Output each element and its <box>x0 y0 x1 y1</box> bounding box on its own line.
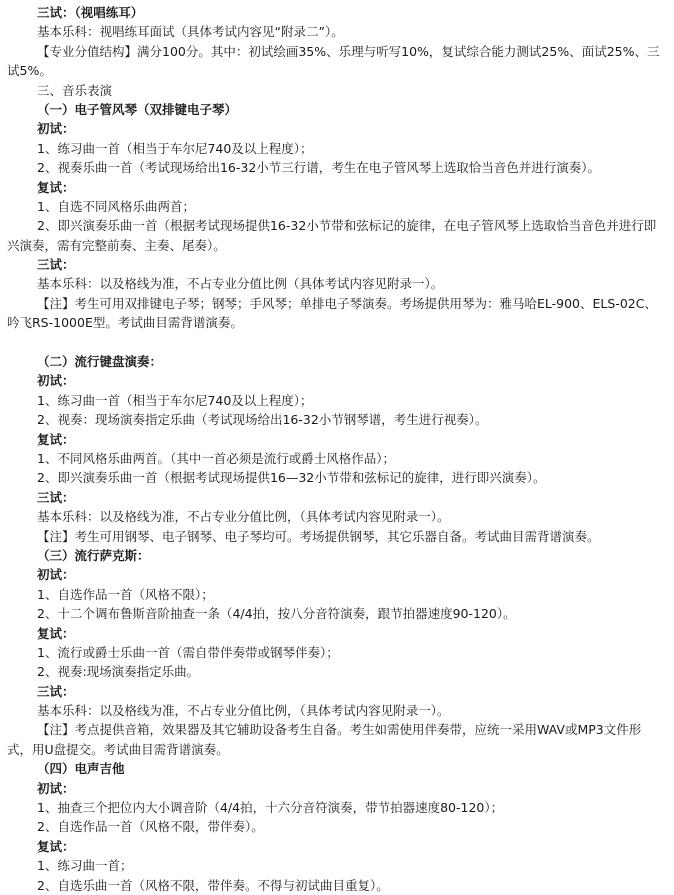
text-line: 2、十二个调布鲁斯音阶抽查一条（4/4拍，按八分音符演奏，跟节拍器速度90-120）。 <box>37 606 516 622</box>
text-line: 1、自选作品一首（风格不限）； <box>37 586 214 602</box>
section-heading: 复试： <box>37 838 75 854</box>
text-line: 【注】考生可用钢琴、电子钢琴、电子琴均可。考场提供钢琴，其它乐器自备。考试曲目需背谱演奏。 <box>37 528 600 544</box>
section-heading: 初试： <box>37 373 75 389</box>
text-line: 【注】考点提供音箱，效果器及其它辅助设备考生自备。考生如需使用伴奏带，应统一采用WAV或MP3文件形 <box>37 722 642 738</box>
section-heading: 三试： <box>37 257 75 273</box>
text-line: 基本乐科：以及格线为准，不占专业分值比例，（具体考试内容见附录一）。 <box>37 509 450 525</box>
section-heading: （四）电声吉他 <box>37 761 125 777</box>
section-heading: 复试： <box>37 431 75 447</box>
section-heading: 三试： <box>37 683 75 699</box>
section-heading: （一）电子管风琴（双排键电子琴） <box>37 101 238 117</box>
section-heading: 复试： <box>37 625 75 641</box>
section-heading: （三）流行萨克斯： <box>37 547 150 563</box>
section-heading: 初试： <box>37 780 75 796</box>
section-heading: （二）流行键盘演奏： <box>37 354 163 370</box>
text-line: 2、视奏:现场演奏指定乐曲。 <box>37 664 200 680</box>
text-line: 试5%。 <box>7 63 52 79</box>
section-heading: 初试： <box>37 121 75 137</box>
text-line: 1、练习曲一首（相当于车尔尼740及以上程度）； <box>37 392 313 408</box>
text-line: 1、练习曲一首； <box>37 858 133 874</box>
text-line: 式，用U盘提交。考试曲目需背谱演奏。 <box>7 741 229 757</box>
blank-line <box>37 333 668 352</box>
text-line: 1、流行或爵士乐曲一首（需自带伴奏带或钢琴伴奏）； <box>37 644 339 660</box>
text-line: 2、视奏乐曲一首（考试现场给出16-32小节三行谱，考生在电子管风琴上选取恰当音色并进行演奏）。 <box>37 160 601 176</box>
text-line: 2、即兴演奏乐曲一首（根据考试现场提供16—32小节带和弦标记的旋律，进行即兴演奏）。 <box>37 470 546 486</box>
text-line: 1、练习曲一首（相当于车尔尼740及以上程度）； <box>37 140 313 156</box>
text-line: 2、即兴演奏乐曲一首（根据考试现场提供16-32小节带和弦标记的旋律，在电子管风琴上选取恰当音色并进行即 <box>37 218 657 234</box>
text-line: 【专业分值结构】满分100分。其中：初试绘画35%、乐理与听写10%，复试综合能力测试25%、面试25%、三 <box>37 43 660 59</box>
text-line: 三、音乐表演 <box>37 82 113 98</box>
text-line: 2、视奏：现场演奏指定乐曲（考试现场给出16-32小节钢琴谱，考生进行视奏）。 <box>37 412 488 428</box>
text-line: 1、抽查三个把位内大小调音阶（4/4拍，十六分音符演奏，带节拍器速度80-120）； <box>37 800 504 816</box>
text-line: 2、自选乐曲一首（风格不限，带伴奏。不得与初试曲目重复）。 <box>37 877 389 893</box>
section-heading: 初试： <box>37 567 75 583</box>
text-line: 基本乐科：视唱练耳面试（具体考试内容见“附录二”）。 <box>37 24 344 40</box>
text-line: 1、自选不同风格乐曲两首； <box>37 198 195 214</box>
section-heading: 三试： <box>37 489 75 505</box>
text-line: 兴演奏，需有完整前奏、主奏、尾奏）。 <box>7 237 226 253</box>
section-heading: 三试：（视唱练耳） <box>37 5 144 20</box>
document-body <box>7 3 668 895</box>
text-line: 吟飞RS-1000E型。考试曲目需背谱演奏。 <box>7 315 243 331</box>
text-line: 基本乐科：以及格线为准，不占专业分值比例，（具体考试内容见附录一）。 <box>37 703 450 719</box>
text-line: 【注】考生可用双排键电子琴；钢琴；手风琴；单排电子琴演奏。考场提供用琴为：雅马哈EL-900、ELS-02C、 <box>37 295 657 311</box>
text-line: 2、自选作品一首（风格不限，带伴奏）。 <box>37 819 264 835</box>
section-heading: 复试： <box>37 179 75 195</box>
text-line: 1、不同风格乐曲两首。（其中一首必须是流行或爵士风格作品）； <box>37 450 395 466</box>
text-line: 基本乐科：以及格线为准，不占专业分值比例（具体考试内容见附录一）。 <box>37 276 444 292</box>
